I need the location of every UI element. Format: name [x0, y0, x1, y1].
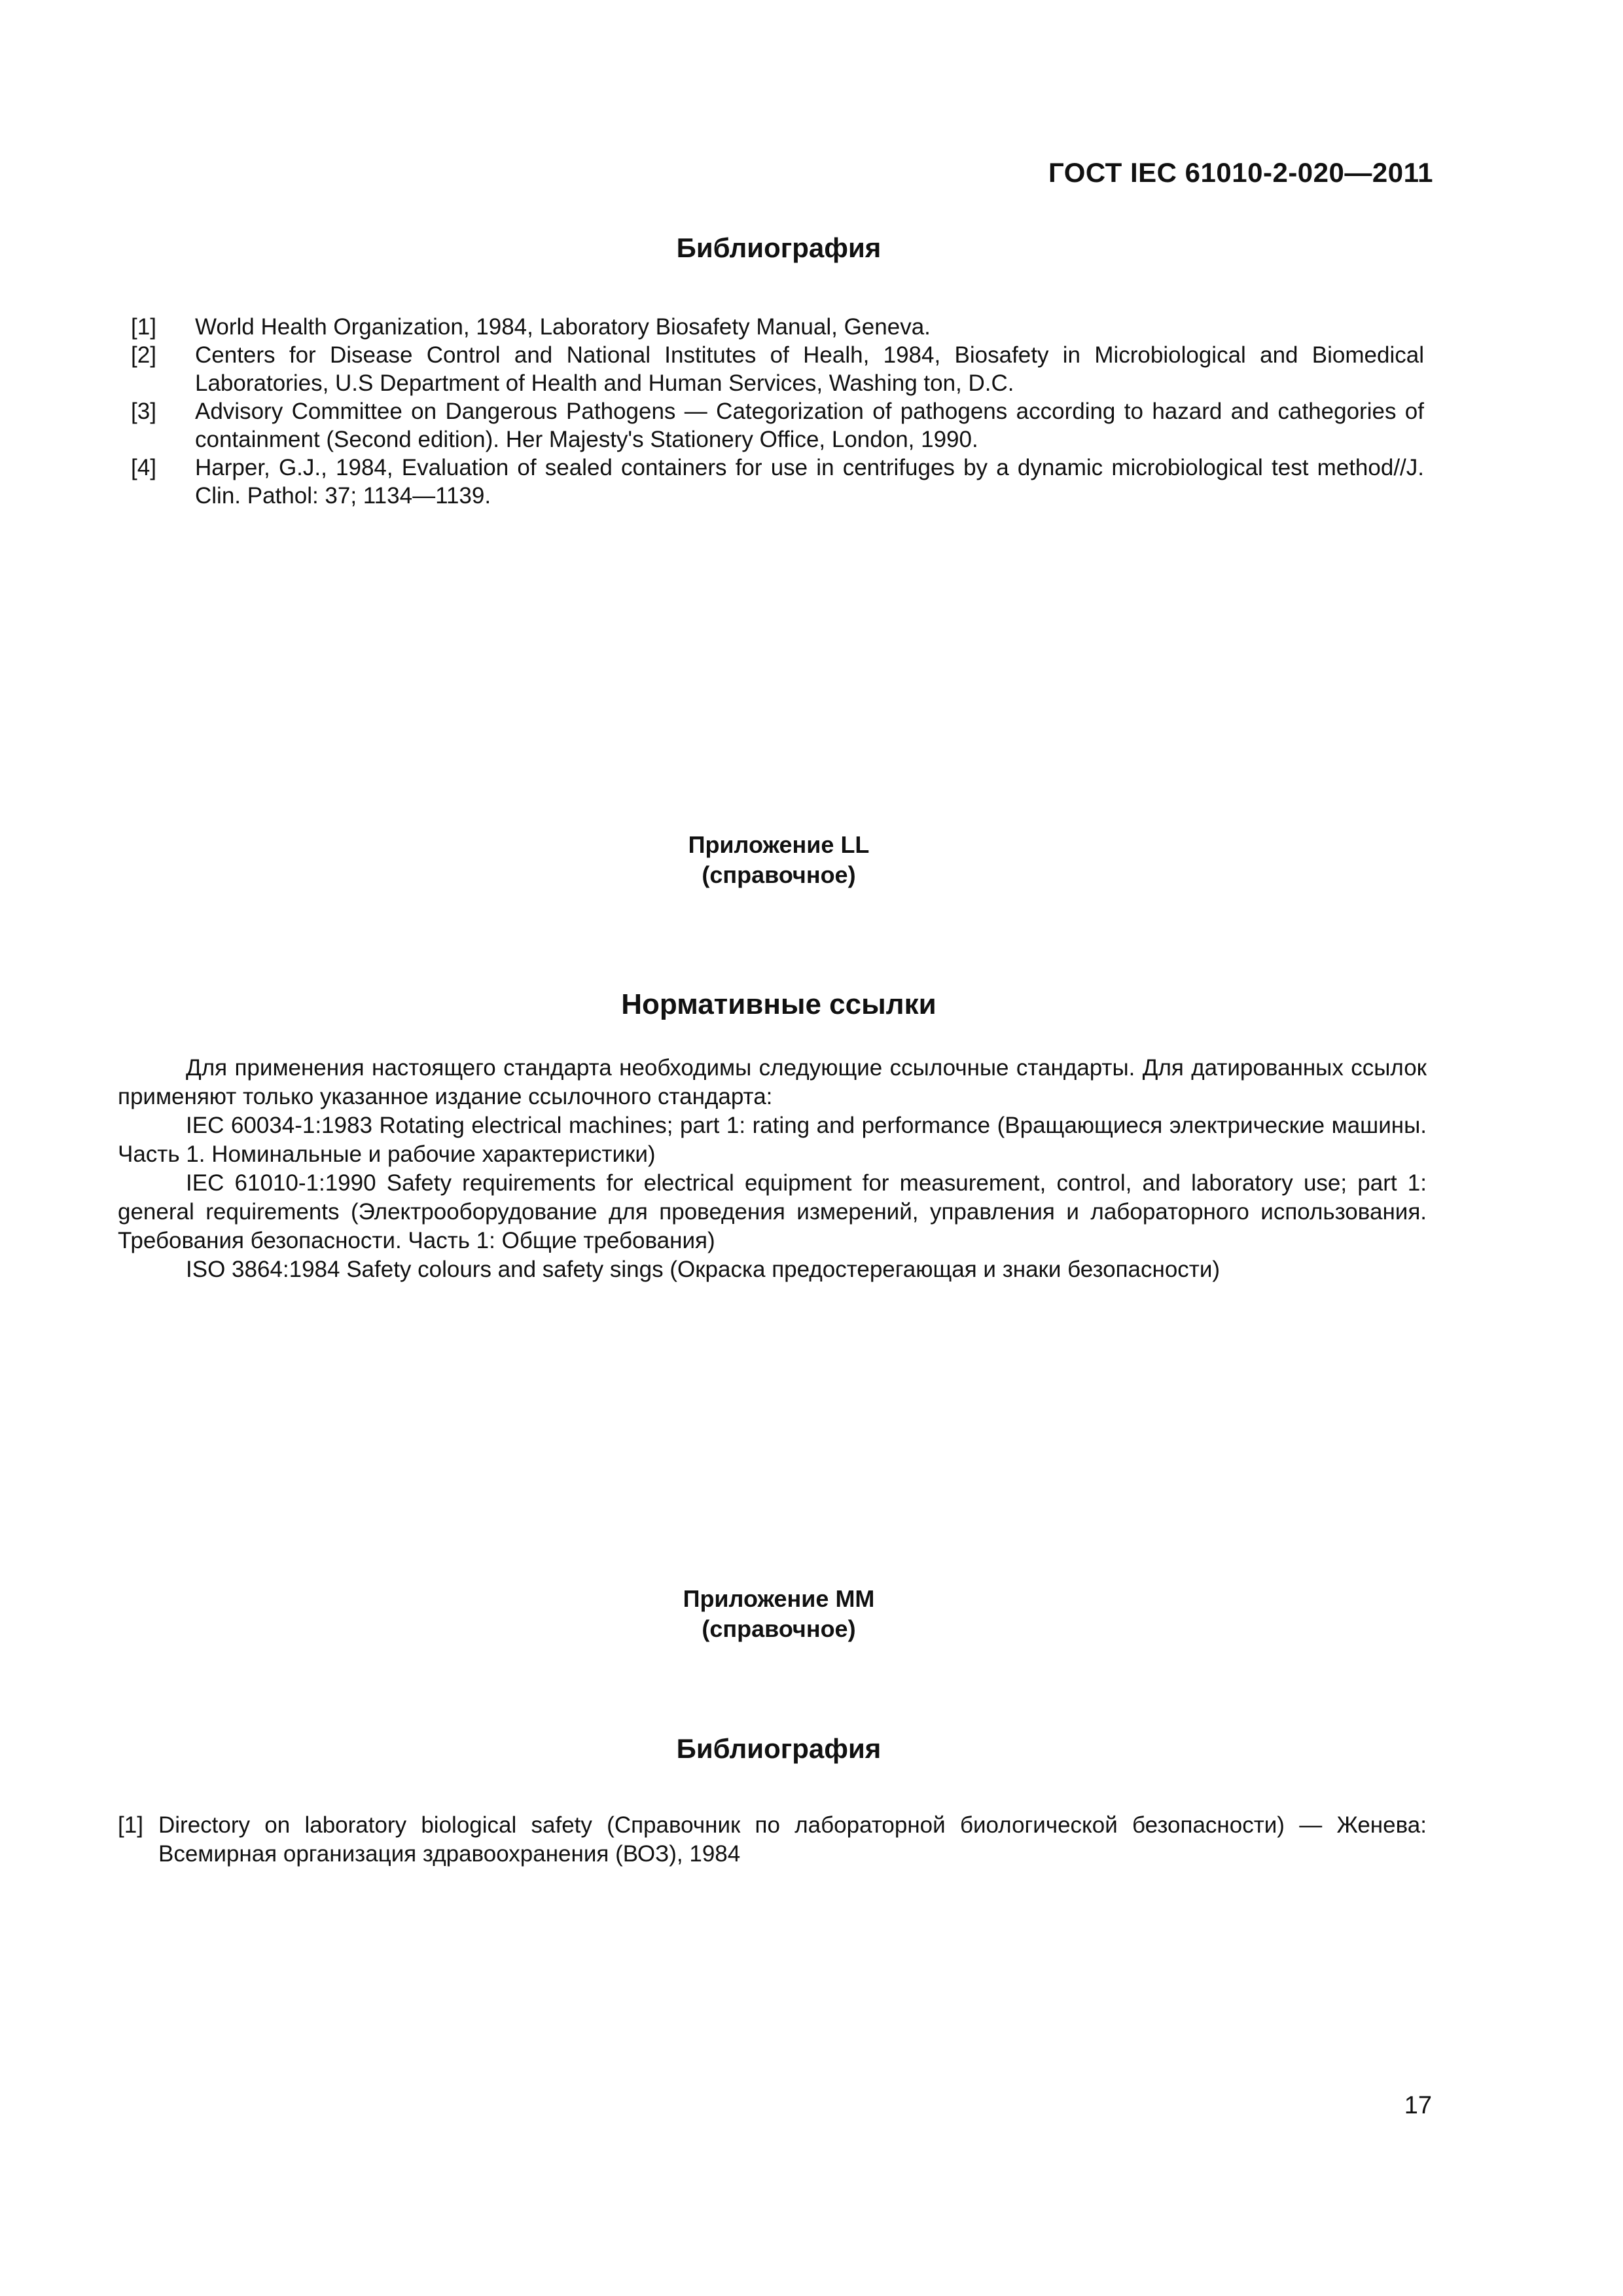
- list-item: [131, 397, 1424, 454]
- list-item: [131, 454, 1424, 510]
- ref-number: [1]: [118, 1812, 143, 1838]
- bibliography-heading-mm: Библиография: [676, 1733, 882, 1764]
- list-item: [118, 1811, 1427, 1869]
- ref-number: [2]: [131, 342, 156, 368]
- ref-text: Harper, G.J., 1984, Evaluation of sealed containers for use in centrifuges by a dynamic microbiological test method//J. Clin. Pathol: 37; 1134—1139.: [195, 455, 1424, 509]
- ref-text: World Health Organization, 1984, Laboratory Biosafety Manual, Geneva.: [195, 314, 931, 340]
- list-item: [131, 341, 1424, 397]
- ref-number: [3]: [131, 399, 156, 424]
- list-item: [131, 313, 1424, 341]
- bibliography-heading: Библиография: [676, 232, 882, 263]
- document-code: ГОСТ IEC 61010-2-020—2011: [1048, 157, 1433, 188]
- paragraph: Для применения настоящего стандарта необходимы следующие ссылочные стандарты. Для датированных ссылок применяют только указанное издание ссылочного стандарта:: [118, 1055, 1427, 1109]
- bibliography-list: [131, 313, 1424, 510]
- normative-references-body: [118, 1054, 1427, 1284]
- paragraph: IEC 60034-1:1983 Rotating electrical machines; part 1: rating and performance (Вращающиеся электрические машины. Часть 1. Номинальные и рабочие характеристики): [118, 1113, 1427, 1167]
- ref-number: [4]: [131, 455, 156, 480]
- bibliography-list-mm: [118, 1811, 1427, 1869]
- appendix-mm-status: (справочное): [702, 1615, 856, 1642]
- paragraph: ISO 3864:1984 Safety colours and safety sings (Окраска предостерегающая и знаки безопасности): [186, 1257, 1221, 1282]
- ref-number: [1]: [131, 314, 156, 340]
- appendix-ll-label: Приложение LL: [688, 831, 870, 858]
- ref-text: Advisory Committee on Dangerous Pathogens — Categorization of pathogens according to hazard and cathegories of containment (Second edition). Her Majesty's Stationery Office, London, 1990.: [195, 399, 1424, 452]
- paragraph: IEC 61010-1:1990 Safety requirements for electrical equipment for measurement, control, and laboratory use; part 1: general requirements (Электрооборудование для проведения измерений, управления и лабораторного использования. Требования безопасности. Часть 1: Общие требования): [118, 1170, 1427, 1253]
- appendix-ll-status: (справочное): [702, 861, 856, 888]
- normative-references-heading: Нормативные ссылки: [621, 988, 936, 1020]
- appendix-mm-label: Приложение ММ: [683, 1585, 875, 1612]
- ref-text: Directory on laboratory biological safety (Справочник по лабораторной биологической безопасности) — Женева: Всемирная организация здравоохранения (ВОЗ), 1984: [158, 1812, 1427, 1867]
- page-number: 17: [1404, 2092, 1432, 2119]
- ref-text: Centers for Disease Control and National Institutes of Healh, 1984, Biosafety in Microbiological and Biomedical Laboratories, U.S Department of Health and Human Services, Washing ton, D.C.: [195, 342, 1424, 396]
